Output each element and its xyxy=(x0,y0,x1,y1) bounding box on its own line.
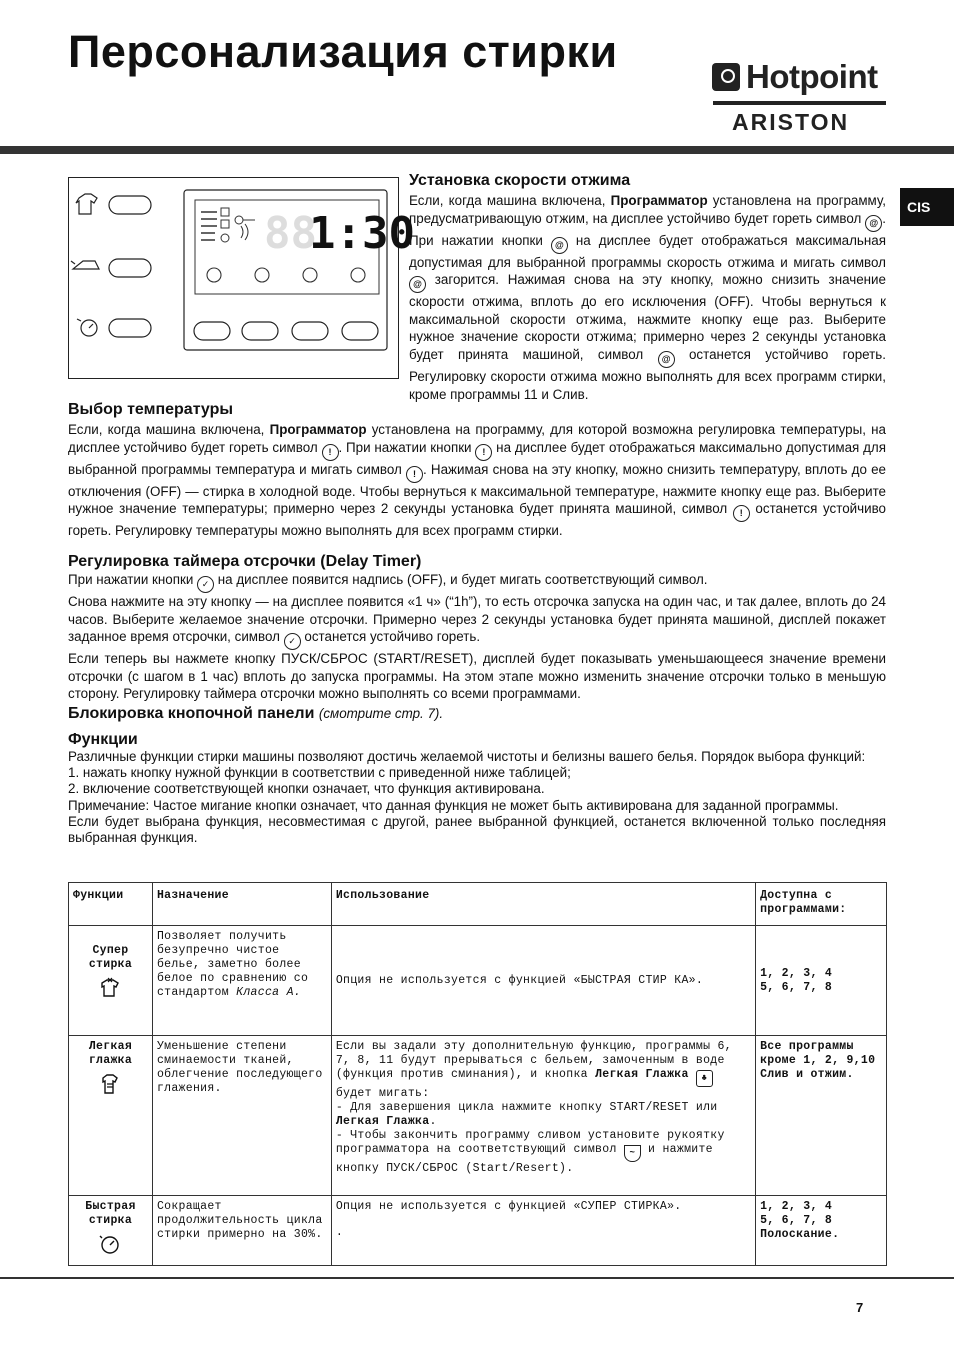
table-row xyxy=(69,1036,887,1196)
function-purpose: Сокращает продолжительность цикла стирки примерно на 30%. xyxy=(152,1196,331,1266)
lcd-ghost-digits: 88 xyxy=(264,208,317,259)
quick-wash-icon xyxy=(98,1232,122,1256)
table-header-row xyxy=(69,883,887,926)
quick-wash-icon xyxy=(77,319,97,336)
logo-divider xyxy=(713,101,886,105)
super-wash-button xyxy=(109,196,151,214)
function-usage: Если вы задали эту дополнительную функцию, программы 6, 7, 8, 11 будут прерываться с бельем, замоченным в воде (функция против сминания), и кнопка Легкая Глажка ♣ будет мигать: - Для завершения цикла нажмите кнопку START/RESET или Легкая Глажка. - Чтобы закончить программу сливом установите рукоятку программатора на соответствующий символ ~ и нажмите кнопку ПУСК/СБРОС (Start/Resert). xyxy=(331,1036,755,1196)
thermometer-icon: ! xyxy=(406,466,423,483)
spin-heading: Установка скорости отжима xyxy=(409,172,631,189)
spin-symbol-icon: @ xyxy=(865,215,882,232)
drain-symbol-icon: ~ xyxy=(624,1145,641,1162)
display-time: 1:30 xyxy=(309,208,415,259)
brand-logo xyxy=(712,58,878,96)
function-name: Легкая глажка xyxy=(69,1036,153,1196)
table-row xyxy=(69,1196,887,1266)
functions-table xyxy=(68,882,887,1266)
temperature-heading: Выбор температуры xyxy=(68,401,234,418)
table-header: Функции xyxy=(69,883,153,926)
easy-iron-button xyxy=(109,259,151,277)
delay-heading: Регулировка таймера отсрочки (Delay Timer) xyxy=(68,553,422,570)
control-panel-drawing xyxy=(69,178,415,380)
function-programs: 1, 2, 3, 4 5, 6, 7, 8 Полоскание. xyxy=(756,1196,887,1266)
page-number: 7 xyxy=(856,1300,864,1315)
header-rule xyxy=(0,146,954,154)
function-purpose: Позволяет получить безупречно чистое белье, заметно более белое по сравнению со стандартом Класса А. xyxy=(152,926,331,1036)
spin-symbol-icon: @ xyxy=(551,237,568,254)
functions-text: Различные функции стирки машины позволяют достичь желаемой чистоты и белизны вашего белья. Порядок выбора функций: 1. нажать кнопку нужной функции в соответствии с приведенной ниже таблицей; 2. включение соответствующей кнопки означает, что функция активирована. Примечание: Частое мигание кнопки означает, что данная функция не может быть активирована для заданной программы. Если будет выбрана функция, несовместимая с другой, ранее выбранной функцией, останется включенной только последняя выбранная функция. xyxy=(68,749,886,846)
spin-button xyxy=(194,322,230,340)
function-purpose: Уменьшение степени сминаемости тканей, облегчение последующего глажения. xyxy=(152,1036,331,1196)
table-header: Использование xyxy=(331,883,755,926)
iron-icon xyxy=(71,261,99,269)
tshirt-icon xyxy=(76,194,97,214)
temperature-text: Если, когда машина включена, Программатор установлена на программу, для которой возможна регулировка температуры, на дисплее устойчиво будет гореть символ ! . При нажатии кнопки ! на дисплее будет отображаться максимально допустимая для выбранной программы температура и мигать символ ! . Нажимая снова на эту кнопку, можно снизить температуру, вплоть до ее отключения (OFF) — стирка в холодной воде. Чтобы вернуться к максимальной температуре, нажмите кнопку еще раз. Выберите нужное значение температуры; примерно через 2 секунды установка будет принята машиной, символ ! останется устойчиво гореть. Регулировку температуры можно выполнять для всех программ стирки. xyxy=(68,422,886,539)
spin-symbol-icon: @ xyxy=(658,351,675,368)
control-panel-illustration xyxy=(68,177,415,379)
page-title: Персонализация стирки xyxy=(68,26,618,77)
lock-line: Блокировка кнопочной панели (смотрите стр. 7). xyxy=(68,705,444,722)
lock-button xyxy=(342,322,378,340)
function-programs: 1, 2, 3, 4 5, 6, 7, 8 xyxy=(756,926,887,1036)
thermometer-icon: ! xyxy=(733,505,750,522)
brand-name: Hotpoint xyxy=(746,58,878,95)
easy-iron-icon xyxy=(98,1072,122,1096)
quick-wash-button xyxy=(109,319,151,337)
functions-heading: Функции xyxy=(68,731,138,748)
spin-text: Если, когда машина включена, Программатор установлена на программу, предусматривающую отжим, на дисплее устойчиво будет гореть символ @ . При нажатии кнопки @ на дисплее будет отображаться максимальная допустимая для выбранной программы скорость отжима и мигать символ @ загорится. Нажимая снова на эту кнопку, можно снизить значение скорости отжима, вплоть до его исключения (OFF). Чтобы вернуться к максимальной скорости отжима, нажмите кнопку еще раз. Выберите нужное значение скорости отжима; примерно через 2 секунды установка будет принята машиной, символ @ останется устойчиво гореть. Регулировку скорости отжима можно выполнять для всех программ стирки, кроме программы 11 и Слив. xyxy=(409,193,886,402)
function-programs: Все программы кроме 1, 2, 9,10 Слив и отжим. xyxy=(756,1036,887,1196)
easy-iron-icon: ♣ xyxy=(696,1070,713,1087)
function-usage: Опция не используется с функцией «СУПЕР СТИРКА». . xyxy=(331,1196,755,1266)
spin-symbol-icon: @ xyxy=(409,276,426,293)
table-header: Доступна с программами: xyxy=(756,883,887,926)
footer-rule xyxy=(0,1277,954,1279)
function-name: Быстрая стирка xyxy=(69,1196,153,1266)
thermometer-icon: ! xyxy=(322,444,339,461)
table-header: Назначение xyxy=(152,883,331,926)
table-row xyxy=(69,926,887,1036)
delay-timer-button xyxy=(292,322,328,340)
super-wash-icon xyxy=(98,976,122,1000)
function-usage: Опция не используется с функцией «БЫСТРАЯ СТИР КА». xyxy=(331,926,755,1036)
delay-timer-icon: ✓ xyxy=(197,576,214,593)
delay-timer-icon: ✓ xyxy=(284,633,301,650)
brand-subname: ARISTON xyxy=(732,109,850,135)
temperature-button xyxy=(242,322,278,340)
thermometer-icon: ! xyxy=(475,444,492,461)
language-tab: CIS xyxy=(900,188,954,226)
function-name: Супер стирка xyxy=(69,926,153,1036)
hotpoint-logo-icon xyxy=(712,63,740,91)
delay-text: При нажатии кнопки ✓ на дисплее появится надпись (OFF), и будет мигать соответствующий символ. Снова нажмите на эту кнопку — на дисплее появится «1 ч» (“1h”), то есть отсрочка запуска на один час, и так далее, вплоть до 24 часов. Выберите желаемое значение отсрочки. Примерно через 2 секунды установка будет принята машиной, дисплей покажет заданное время отсрочки, символ ✓ останется устойчиво гореть. Если теперь вы нажмете кнопку ПУСК/СБРОС (START/RESET), дисплей будет показывать уменьшающееся значение времени отсрочки (с шагом в 1 час) вплоть до запуска программы. На этом этапе можно изменить значение отсрочки только в меньшую сторону. Регулировку таймера отсрочки можно выполнять со всеми программами. xyxy=(68,572,886,702)
